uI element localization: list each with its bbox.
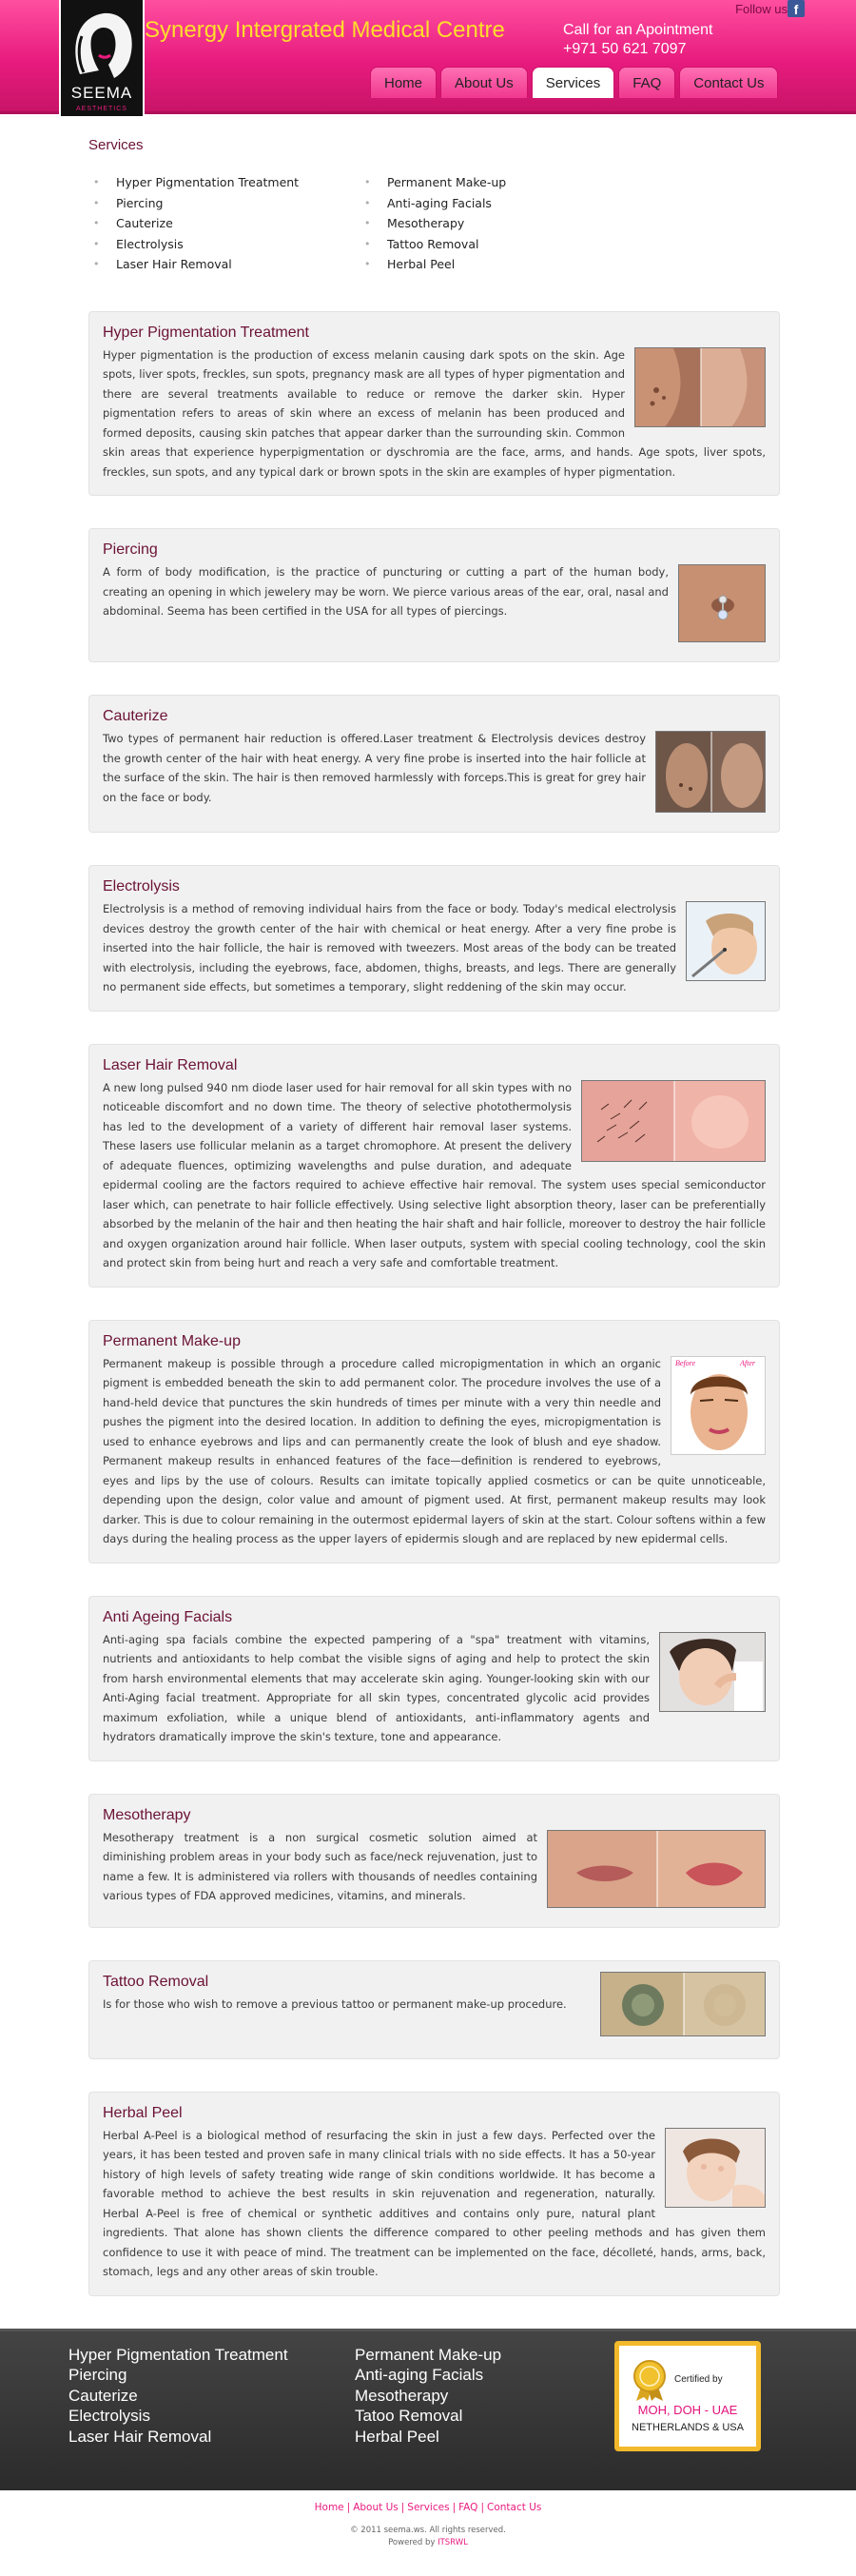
section-text: Permanent makeup is possible through a procedure called micropigmentation in which an organic pigment is embedded beneath the skin to add permanent color. The procedure involves the use of a hand-held device that punctures the skin hundreds of times per minute with a very thin needle and pushes the pigment into the desired location. In addition to defining the eyes, micropigmentation is used to enhance eyebrows and lips and can permanently create the look of blush and eye shadow. Permanent makeup results in enhanced features of the face—definition is rendered to eyebrows, eyes and lips by the use of colours. Results can imitate topically applied cosmetics or can be quite unnoticeable, depending upon the design, color value and amount of pigment used. At first, permanent makeup results may look darker. This is due to colour remaining in the outermost epidermal layers of skin at the start. Colour softens within a few days during the healing process as the upper layers of epidermis slough and are replaced by new epidermal cells. [103, 1356, 766, 1545]
footer-link-about-us[interactable]: About Us [353, 2501, 399, 2513]
services-link[interactable]: • Hyper Pigmentation Treatment [88, 172, 360, 193]
services-link[interactable]: • Laser Hair Removal [88, 254, 360, 275]
laser-hair-before-after-photo [581, 1080, 766, 1162]
electrolysis-treatment-photo [686, 901, 766, 981]
footer-link-faq[interactable]: FAQ [458, 2501, 478, 2513]
logo-wordmark: SEEMA [70, 84, 133, 102]
before-after-cheek-photo [634, 347, 766, 427]
nav-faq[interactable]: FAQ [618, 67, 675, 98]
powered-by-label: Powered by [388, 2537, 436, 2547]
services-link[interactable]: • Piercing [88, 193, 360, 214]
call-label: Call for an Apointment [563, 22, 713, 38]
footer-services-bar [0, 2329, 856, 2490]
permanent-makeup-before-after-photo [671, 1356, 766, 1455]
herbal-peel-facial-photo [665, 2128, 766, 2208]
separator: | [346, 2501, 351, 2513]
footer-service-link[interactable]: Anti-aging Facials [355, 2366, 484, 2384]
certification-badge [614, 2341, 761, 2451]
facebook-icon[interactable]: f [788, 0, 805, 17]
footer-service-link[interactable]: Hyper Pigmentation Treatment [68, 2345, 288, 2364]
services-link[interactable]: • Herbal Peel [360, 254, 631, 275]
call-info [563, 21, 712, 59]
service-section-laser-hair-removal [88, 1044, 780, 1288]
powered-by-brand[interactable]: ITSRWL [438, 2537, 468, 2547]
nav-home[interactable]: Home [370, 67, 437, 98]
cert-countries: NETHERLANDS & USA [632, 2421, 744, 2433]
services-link[interactable]: • Electrolysis [88, 234, 360, 255]
service-section-tattoo-removal [88, 1960, 780, 2059]
footer-service-link[interactable]: Electrolysis [68, 2407, 150, 2425]
nav-services[interactable]: Services [532, 67, 615, 98]
separator: | [400, 2501, 405, 2513]
service-section-electrolysis [88, 865, 780, 1012]
footer-services-col-1 [68, 2345, 288, 2448]
powered-by [0, 2537, 856, 2549]
main-nav [370, 67, 782, 98]
woman-face-logo-icon [70, 8, 137, 84]
main-content [0, 137, 856, 2296]
footer-service-link[interactable]: Herbal Peel [355, 2427, 439, 2446]
section-text: Herbal A-Peel is a biological method of resurfacing the skin in just a few days. Perfected over the years, it has been tested and proven safe in many clinical trials with no side effects. It has a 50-year history of high levels of safety treating wide range of skin conditions worldwide. It has become a favorable method to achieve the best results in skin rejuvenation and regeneration, naturally. Herbal A-Peel is free of chemical or synthetic additives and contains only pure, natural plant ingredients. That alone has shown clients the difference compared to other peeling methods and has given them confidence to use it with peace of mind. The treatment can be implemented on the face, décolleté, hands, arms, back, stomach, legs and any other areas of skin trouble. [103, 2128, 766, 2278]
footer-nav [0, 2502, 856, 2513]
section-title: Mesotherapy [103, 1806, 191, 1823]
services-link[interactable]: • Tattoo Removal [360, 234, 631, 255]
footer-link-services[interactable]: Services [407, 2501, 450, 2513]
service-section-permanent-makeup [88, 1320, 780, 1563]
services-link[interactable]: • Permanent Make-up [360, 172, 631, 193]
footer-link-contact-us[interactable]: Contact Us [487, 2501, 542, 2513]
section-text: A form of body modification, is the practice of puncturing or cutting a part of the human body, creating an opening in which jewelery may be worn. We pierce various areas of the ear, oral, nasal and abdominal. Seema has been certified in the USA for all types of piercings. [103, 565, 669, 618]
copyright [0, 2525, 856, 2549]
medal-icon [631, 2359, 669, 2401]
section-text: Anti-aging spa facials combine the expected pampering of a "spa" treatment with vitamins, nutrients and antioxidants to help combat the visible signs of aging and help to protect the skin from harsh environmental elements that may accelerate skin aging. Younger-looking skin with our Anti-Aging facial treatment. Appropriate for all skin types, concentrated glycolic acid provides maximum exfoliation, while a unique blend of antioxidants, anti-inflammatory agents and hydrators dramatically improve the skin's texture, tone and appearance. [103, 1632, 650, 1743]
service-section-cauterize [88, 695, 780, 833]
section-title: Laser Hair Removal [103, 1056, 238, 1073]
tattoo-removal-before-after-photo [600, 1972, 766, 2036]
follow-us-label: Follow us [735, 2, 788, 16]
footer-service-link[interactable]: Mesotherapy [355, 2386, 449, 2405]
services-index [88, 172, 780, 275]
section-text: A new long pulsed 940 nm diode laser used for hair removal for all skin types with no noticeable discomfort and no down time. The theory of selective photothermolysis has led to the development of a variety of different hair removal laser systems. These lasers use follicular melanin as a target chromophore. At present the delivery of adequate fluences, optimizing wavelengths and pulse duration, and adequate epidermal cooling are the factors required to achieve effective hair removal. The system uses special semiconductor laser which, can penetrate to hair follicle effectively. Using selective light absorption theory, laser can be preferentially absorbed by the melanin of the hair and then heating the hair shaft and hair follicle, moreover to destroy the hair follicle and oxygen organization around hair follicle. When laser outputs, system with special cooling technology, cool the skin and protect skin from being hurt and reach a very safe and comfortable treatment. [103, 1080, 766, 1269]
separator: | [480, 2501, 484, 2513]
site-header [0, 0, 856, 114]
footer-service-link[interactable]: Cauterize [68, 2386, 138, 2405]
service-section-herbal-peel [88, 2092, 780, 2296]
phone-number[interactable]: +971 50 621 7097 [563, 41, 687, 57]
services-link[interactable]: • Anti-aging Facials [360, 193, 631, 214]
section-title: Hyper Pigmentation Treatment [103, 324, 309, 341]
footer-service-link[interactable]: Laser Hair Removal [68, 2427, 212, 2446]
service-section-hyper-pigmentation [88, 311, 780, 497]
section-title: Herbal Peel [103, 2104, 183, 2121]
section-title: Tattoo Removal [103, 1973, 209, 1990]
mesotherapy-lips-before-after-photo [547, 1830, 766, 1908]
service-section-mesotherapy [88, 1794, 780, 1928]
services-link[interactable]: • Cauterize [88, 213, 360, 234]
section-text: Electrolysis is a method of removing individual hairs from the face or body. Today's medical electrolysis devices destroy the growth center of the hair with chemical or heat energy. After a very fine probe is inserted into the hair follicle, the hair is removed with tweezers. Most areas of the body can be treated with electrolysis, including the eyebrows, face, abdomen, thighs, breasts, and legs. There are generally no permanent side effects, but sometimes a temporary, slight reddening of the skin may occur. [103, 902, 676, 993]
footer-link-home[interactable]: Home [314, 2501, 344, 2513]
service-section-piercing [88, 528, 780, 662]
section-title: Anti Ageing Facials [103, 1608, 233, 1625]
before-after-face-photo [655, 731, 766, 813]
nav-about-us[interactable]: About Us [440, 67, 528, 98]
section-text: Two types of permanent hair reduction is offered.Laser treatment & Electrolysis devices destroy the growth center of the hair with heat energy. A very fine probe is inserted into the hair follicle at the surface of the skin. The hair is then removed harmlessly with forceps.This is great for grey hair on the face or body. [103, 732, 646, 804]
section-title: Cauterize [103, 708, 168, 724]
services-index-col-1 [88, 172, 360, 275]
nav-contact-us[interactable]: Contact Us [679, 67, 778, 98]
services-index-col-2 [360, 172, 631, 275]
section-text: Mesotherapy treatment is a non surgical cosmetic solution aimed at diminishing problem areas in your body such as face/neck rejuvenation, just to name a few. It is administered via rollers with thousands of needles containing various types of FDA approved medicines, vitamins, and minerals. [103, 1830, 537, 1902]
facial-treatment-photo [659, 1632, 766, 1712]
navel-piercing-photo [678, 564, 766, 642]
separator: | [452, 2501, 457, 2513]
services-heading: Services [88, 137, 144, 153]
section-title: Piercing [103, 541, 158, 558]
footer-services-col-2 [355, 2345, 501, 2448]
cert-authorities: MOH, DOH - UAE [637, 2402, 738, 2417]
section-title: Electrolysis [103, 878, 180, 895]
logo-subtitle: AESTHETICS [76, 106, 127, 112]
after-label: After [740, 1358, 755, 1367]
footer-service-link[interactable]: Piercing [68, 2366, 127, 2384]
footer-service-link[interactable]: Permanent Make-up [355, 2345, 502, 2364]
section-title: Permanent Make-up [103, 1332, 241, 1349]
services-link[interactable]: • Mesotherapy [360, 213, 631, 234]
seema-logo[interactable] [59, 0, 145, 118]
copyright-text: © 2011 seema.ws. All rights reserved. [350, 2525, 506, 2535]
before-label: Before [675, 1358, 696, 1367]
service-section-anti-ageing-facials [88, 1596, 780, 1761]
section-text: Hyper pigmentation is the production of excess melanin causing dark spots on the skin. Age spots, liver spots, freckles, sun spots, pregnancy mask are all types of hyper pigmentation and there are several treatments available to reduce or remove the darker skin. Hyper pigmentation refers to areas of skin where an excess of melanin has been produced and formed deposits, causing skin patches that appear darker than the surrounding skin. Common skin areas that experience hyperpigmentation or dyschromia are the face, arms, and hands. Age spots, liver spots, freckles, sun spots, and any typical dark or brown spots in the skin are examples of hyper pigmentation. [103, 347, 766, 479]
footer-service-link[interactable]: Tatoo Removal [355, 2407, 463, 2425]
site-title: Synergy Intergrated Medical Centre [145, 17, 505, 43]
cert-title: Certified by [674, 2373, 723, 2385]
section-text: Is for those who wish to remove a previous tattoo or permanent make-up procedure. [103, 1996, 567, 2011]
